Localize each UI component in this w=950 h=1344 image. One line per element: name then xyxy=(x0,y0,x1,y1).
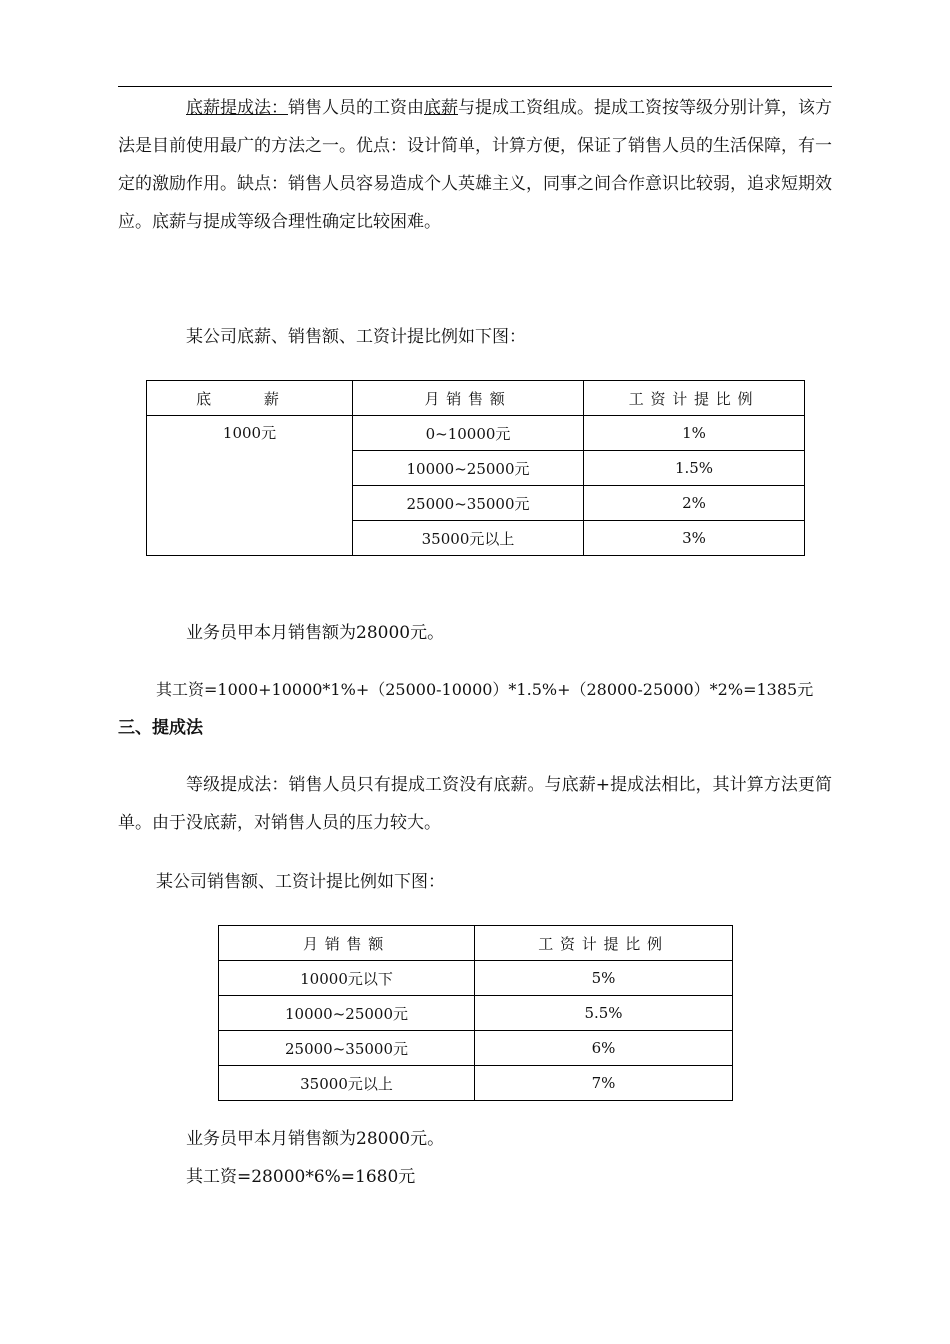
base-commission-table xyxy=(146,380,805,556)
header-monthly-sales: 月销售额 xyxy=(353,381,584,416)
table-header-row xyxy=(219,926,733,961)
rate-cell: 5.5% xyxy=(475,996,733,1031)
rate-cell: 7% xyxy=(475,1066,733,1101)
formula-1: 其工资=1000+10000*1%+（25000-10000）*1.5%+（28000-25000）*2%=1385元 xyxy=(156,680,814,699)
header-commission-rate: 工资计提比例 xyxy=(475,926,733,961)
table-row xyxy=(219,996,733,1031)
header-rule xyxy=(118,86,832,87)
sales-range-cell: 10000~25000元 xyxy=(219,996,475,1031)
sales-range-cell: 10000元以下 xyxy=(219,961,475,996)
paragraph-text-a: 销售人员的工资由 xyxy=(288,98,424,118)
method-label: 底薪提成法： xyxy=(186,98,288,118)
base-salary-cell: 1000元 xyxy=(147,416,353,556)
rate-cell: 5% xyxy=(475,961,733,996)
table-row xyxy=(219,961,733,996)
rate-cell: 6% xyxy=(475,1031,733,1066)
sales-range-cell: 10000~25000元 xyxy=(353,451,584,486)
sales-range-cell: 35000元以上 xyxy=(219,1066,475,1101)
example-2: 业务员甲本月销售额为28000元。 xyxy=(186,1129,445,1149)
table-row xyxy=(147,416,805,451)
header-base-salary: 底 薪 xyxy=(147,381,353,416)
rate-cell: 1% xyxy=(584,416,805,451)
sales-range-cell: 25000~35000元 xyxy=(219,1031,475,1066)
commission-table xyxy=(218,925,733,1101)
paragraph-text-b: 与提成工资组成。提成工资按等级分别计算，该方法是目前使用最广的方法之一。优点：设计简单，计算方便，保证了销售人员的生活保障，有一定的激励作用。缺点：销售人员容易造成个人英雄主义，同事之间合作意识比较弱，追求短期效应。底薪与提成等级合理性确定比较困难。 xyxy=(118,98,832,232)
rate-cell: 2% xyxy=(584,486,805,521)
rate-cell: 3% xyxy=(584,521,805,556)
table-header-row xyxy=(147,381,805,416)
sales-range-cell: 35000元以上 xyxy=(353,521,584,556)
header-commission-rate: 工资计提比例 xyxy=(584,381,805,416)
base-commission-paragraph xyxy=(118,89,832,241)
table1-intro: 某公司底薪、销售额、工资计提比例如下图： xyxy=(186,327,526,347)
sales-range-cell: 0~10000元 xyxy=(353,416,584,451)
table-row xyxy=(219,1066,733,1101)
table2-intro: 某公司销售额、工资计提比例如下图： xyxy=(156,872,445,892)
table-row xyxy=(219,1031,733,1066)
section-heading: 三、提成法 xyxy=(118,718,203,738)
header-monthly-sales: 月销售额 xyxy=(219,926,475,961)
rate-cell: 1.5% xyxy=(584,451,805,486)
sales-range-cell: 25000~35000元 xyxy=(353,486,584,521)
example-1: 业务员甲本月销售额为28000元。 xyxy=(186,623,445,643)
underlined-word: 底薪 xyxy=(424,98,458,118)
commission-paragraph: 等级提成法：销售人员只有提成工资没有底薪。与底薪+提成法相比，其计算方法更简单。由于没底薪，对销售人员的压力较大。 xyxy=(118,775,832,833)
formula-2: 其工资=28000*6%=1680元 xyxy=(186,1167,416,1187)
